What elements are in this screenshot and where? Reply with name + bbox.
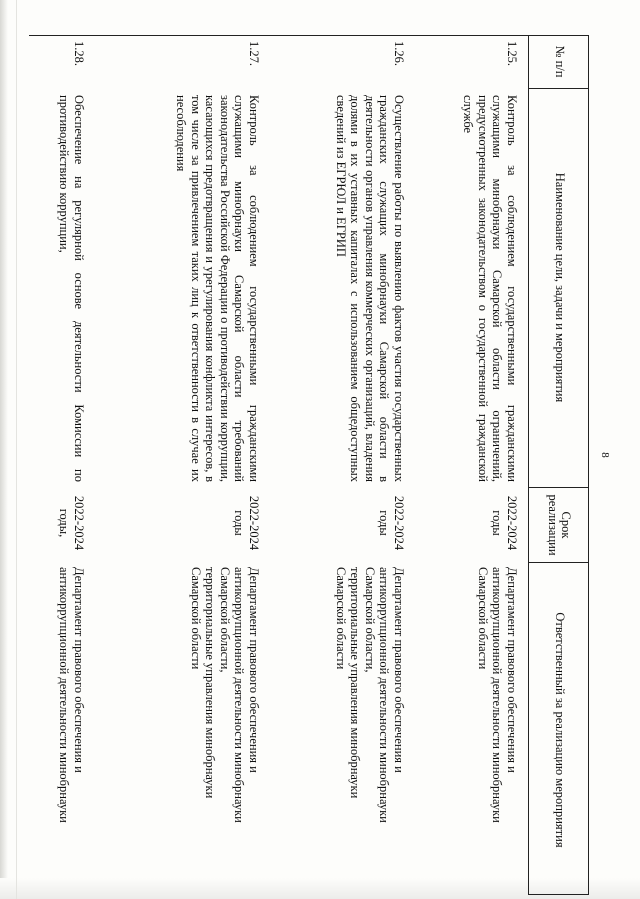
table-left-border (29, 35, 589, 36)
rotated-document-page (29, 35, 611, 895)
row-measure: Обеспечение на регулярной основе деятельности Комиссии по противодействию коррупции, (57, 95, 86, 482)
col-divider-term (529, 562, 589, 563)
header-responsible: Ответственный за реализацию мероприятия (552, 612, 567, 848)
header-num: № п/п (552, 45, 567, 78)
row-number: 1.26. (392, 41, 406, 66)
responsible-line: территориальные управления минобрнауки (348, 567, 363, 799)
row-measure: Контроль за соблюдением государственными гражданскими служащими минобрнауки Самарской области требований законодательства Российской Федерации о противодействии коррупции, касающихся предотвращения и урегулирования конфликта интересов, в том числе за привлечением таких лиц к ответственности в случае их несоблюдения (174, 95, 261, 482)
row-responsible (57, 567, 86, 889)
row-number: 1.25. (505, 41, 519, 66)
responsible-line: территориальные управления минобрнауки (203, 567, 218, 799)
col-divider-num (529, 88, 589, 89)
header-term: Срок реализации (546, 494, 574, 556)
responsible-line: Самарской области, (218, 567, 232, 673)
binding-margin-line (16, 0, 17, 899)
row-responsible (476, 567, 520, 889)
responsible-line: Департамент правового обеспечения и (72, 567, 86, 773)
responsible-line: Самарской области (476, 567, 490, 670)
responsible-line: Самарской области (189, 567, 203, 670)
table-right-border (529, 894, 589, 895)
responsible-line: антикоррупционной деятельности минобрнауки (57, 567, 72, 823)
responsible-line: антикоррупционной деятельности минобрнауки (232, 567, 247, 823)
page-number: 8 (599, 452, 611, 458)
scan-shadow-left (0, 0, 8, 899)
responsible-line: Департамент правового обеспечения и (505, 567, 519, 773)
responsible-line: антикоррупционной деятельности минобрнауки (377, 567, 392, 823)
row-number: 1.28. (72, 41, 86, 66)
responsible-line: Департамент правового обеспечения и (247, 567, 261, 773)
row-measure: Осуществление работы по выявлению фактов участия государственных гражданских служащих минобрнауки Самарской области в деятельности органов управления коммерческих организаций, владения долями в их уставных капиталах с использованием общедоступных сведений из ЕГРЮЛ и ЕГРИП (334, 95, 406, 482)
responsible-line: Департамент правового обеспечения и (392, 567, 406, 773)
row-measure: Контроль за соблюдением государственными гражданскими служащими минобрнауки Самарской области ограничений, предусмотренных законодательством о государственной гражданской службе (461, 95, 519, 482)
row-term: 2022-2024 годы (490, 495, 519, 551)
responsible-line: Самарской области (334, 567, 348, 670)
row-responsible (334, 567, 407, 889)
row-term: 2022-2024 годы, (57, 495, 86, 551)
responsible-line: Самарской области, (363, 567, 377, 673)
col-divider-name (529, 487, 589, 488)
row-number: 1.27. (247, 41, 261, 66)
responsible-line: антикоррупционной деятельности минобрнауки (490, 567, 505, 823)
row-term: 2022-2024 годы (232, 495, 261, 551)
row-responsible (189, 567, 262, 889)
header-name: Наименование цели, задачи и мероприятия (552, 172, 567, 403)
row-term: 2022-2024 годы (377, 495, 406, 551)
